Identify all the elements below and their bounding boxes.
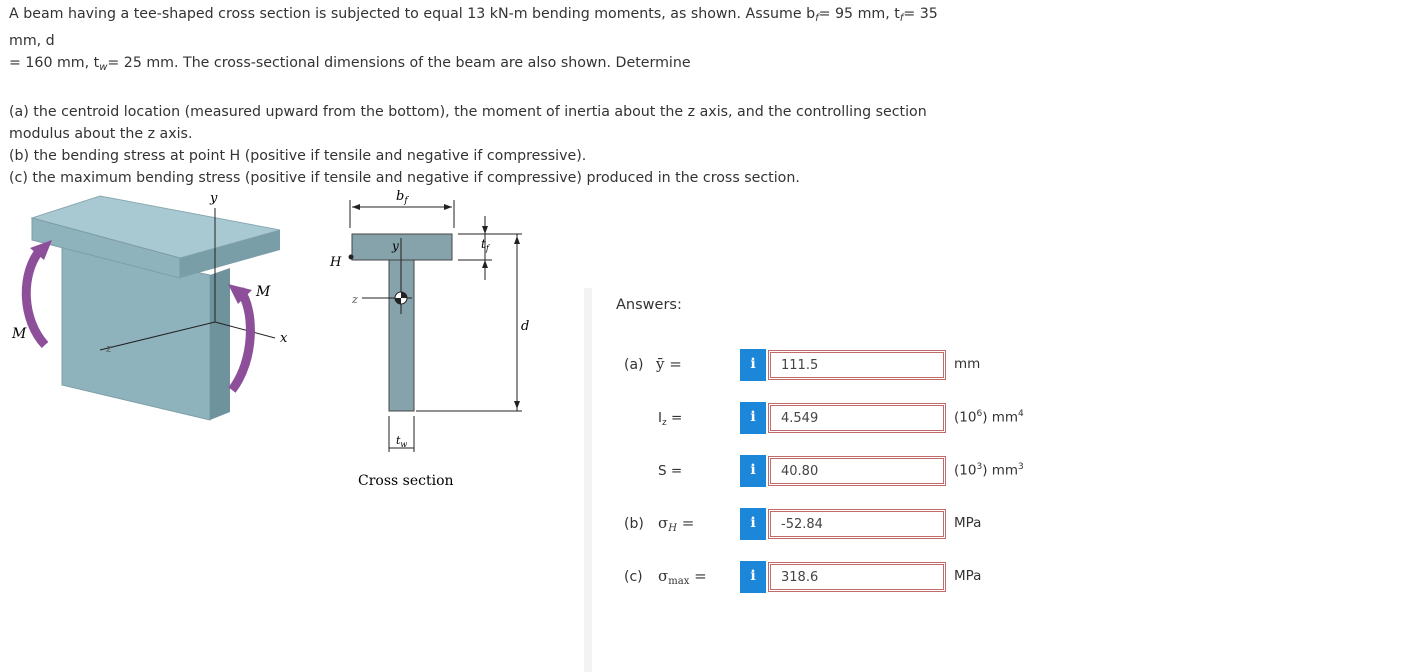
part-b-text: (b) the bending stress at point H (positive if tensile and negative if compressive). (9, 148, 587, 164)
sigma-max-input[interactable]: 318.6 (768, 562, 946, 592)
ybar-input[interactable]: 111.5 (768, 350, 946, 380)
problem-statement (9, 3, 959, 189)
s-unit: $(10^3)$ $mm^3$ (954, 462, 1024, 479)
problem-line-2: = 160 mm, $t_w= 25$ mm. The cross-sectional dimensions of the beam are also shown. Determine (9, 55, 691, 73)
moment-arrow-right (232, 290, 250, 390)
point-h-label: H (330, 255, 342, 270)
part-a-text-cont: modulus about the z axis. (9, 126, 193, 142)
tw-label: $t_w$ (396, 434, 408, 449)
beam-web-side (210, 268, 230, 420)
section-z-label: z (352, 293, 358, 306)
ybar-symbol: ȳ = (656, 355, 682, 373)
part-c-label: (c) (624, 569, 643, 585)
section-y-label: y (392, 239, 399, 253)
info-icon[interactable]: i (740, 349, 766, 381)
answers-heading: Answers: (616, 297, 682, 313)
answers-panel (584, 288, 1416, 672)
info-icon[interactable]: i (740, 561, 766, 593)
cross-section-caption: Cross section (358, 473, 454, 489)
section-flange (352, 234, 452, 260)
answer-row-iz (592, 402, 1416, 434)
answer-row-ybar (592, 349, 1416, 381)
tf-label: $t_f$ (481, 237, 489, 253)
moment-label-right: M (256, 284, 271, 300)
info-icon[interactable]: i (740, 455, 766, 487)
part-c-text: (c) the maximum bending stress (positive if tensile and negative if compressive) produced in the cross section. (9, 170, 800, 186)
part-b-label: (b) (624, 516, 644, 532)
sigma-max-unit: MPa (954, 568, 982, 584)
info-icon[interactable]: i (740, 508, 766, 540)
beam-figure (0, 180, 560, 500)
answer-row-sigma-max (592, 561, 1416, 593)
iz-symbol: $I_z$ = (658, 410, 683, 428)
part-a-label: (a) (624, 357, 644, 373)
cross-section (329, 189, 529, 489)
s-symbol: S = (658, 463, 683, 479)
d-label: d (521, 319, 530, 334)
bf-label: $b_f$ (396, 189, 408, 206)
answer-row-s (592, 455, 1416, 487)
moment-arrow-left (26, 250, 45, 345)
moment-label-left: M (12, 326, 27, 342)
sigma-h-unit: MPa (954, 515, 982, 531)
iz-unit: $(10^6)$ $mm^4$ (954, 409, 1024, 426)
ybar-unit: mm (954, 356, 981, 372)
info-icon[interactable]: i (740, 402, 766, 434)
beam-z-label: z (106, 342, 112, 355)
beam-x-label: x (280, 331, 288, 346)
sigma-max-symbol: $\sigma_{max}$ = (658, 567, 707, 587)
point-h-marker (349, 255, 354, 260)
sigma-h-input[interactable]: -52.84 (768, 509, 946, 539)
answer-row-sigma-h (592, 508, 1416, 540)
iz-input[interactable]: 4.549 (768, 403, 946, 433)
beam-3d (11, 191, 288, 420)
part-a-text: (a) the centroid location (measured upward from the bottom), the moment of inertia about the z axis, and the controlling section (9, 104, 927, 120)
problem-line-1: A beam having a tee-shaped cross section is subjected to equal 13 kN-m bending moments, as shown. Assume $b_f= 95$ mm, $t_f= 35$ mm, d (9, 6, 938, 49)
sigma-h-symbol: $\sigma_H$ = (658, 514, 695, 534)
beam-y-label: y (210, 191, 218, 206)
s-input[interactable]: 40.80 (768, 456, 946, 486)
